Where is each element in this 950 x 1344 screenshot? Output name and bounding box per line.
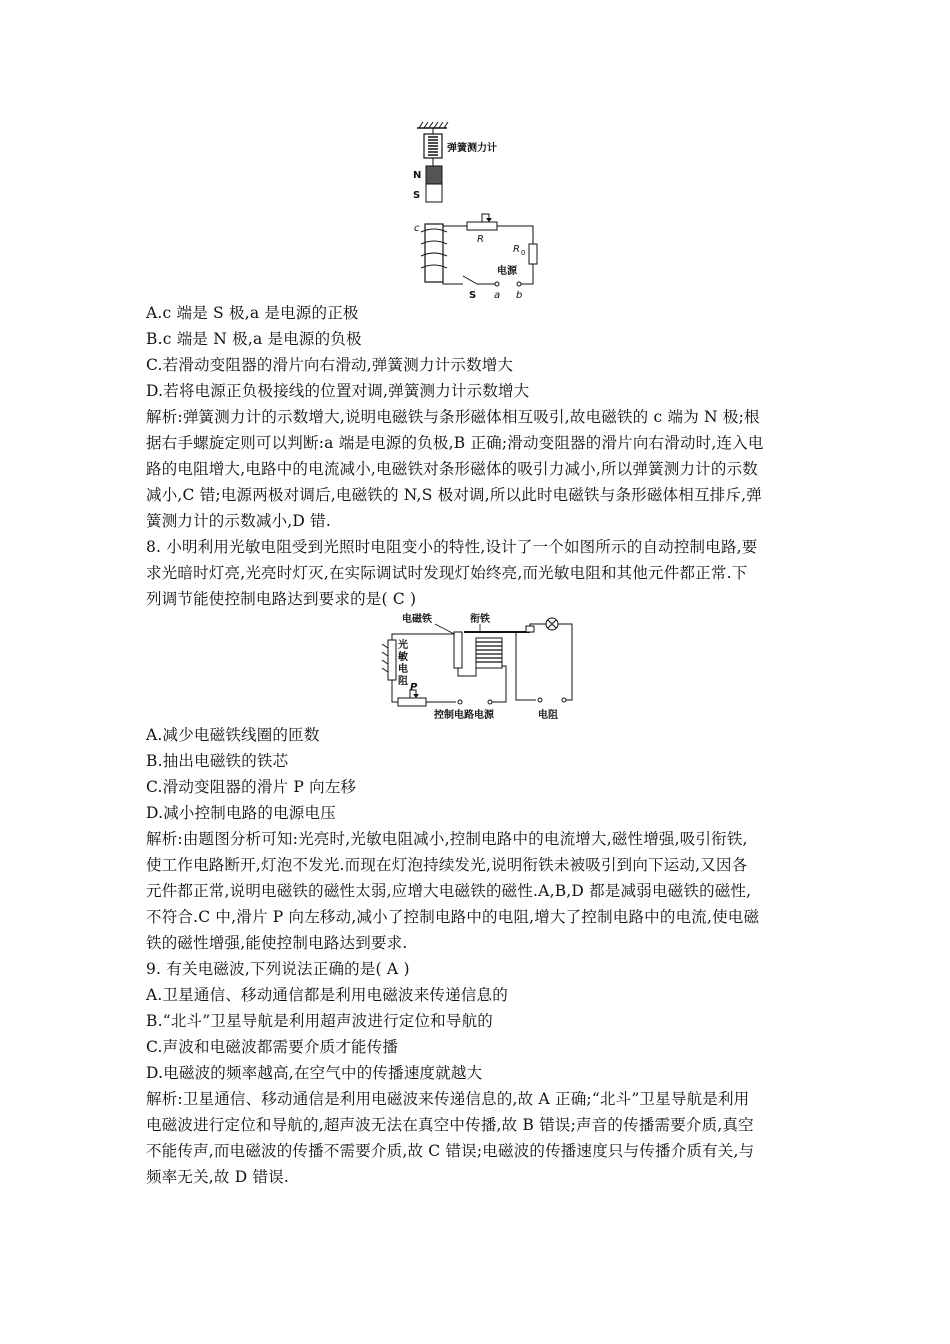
spring-scale-label: 弹簧测力计 <box>447 143 497 154</box>
q7-analysis-line: 据右手螺旋定则可以判断:a 端是电源的负极,B 正确;滑动变阻器的滑片向右滑动时,连入电 <box>146 434 764 452</box>
electromagnet-label: 电磁铁 <box>402 614 432 625</box>
q9-option-d: D.电磁波的频率越高,在空气中的传播速度就越大 <box>146 1064 483 1082</box>
q7-analysis-line: 解析:弹簧测力计的示数增大,说明电磁铁与条形磁体相互吸引,故电磁铁的 c 端为 N 极;根 <box>146 408 760 426</box>
label-b: b <box>516 290 523 301</box>
q7-option-a: A.c 端是 S 极,a 是电源的正极 <box>146 304 359 322</box>
figure-control-circuit <box>380 612 580 722</box>
photoresistor-label-2: 敏 <box>398 652 408 663</box>
label-r0-sub: 0 <box>521 249 526 257</box>
q8-analysis-line: 不符合.C 中,滑片 P 向左移动,减小了控制电路中的电阻,增大了控制电路中的电流,使电磁 <box>146 908 760 926</box>
q9-analysis-line: 不能传声,而电磁波的传播不需要介质,故 C 错误;电磁波的传播速度只与传播介质有关,与 <box>146 1142 755 1160</box>
q8-analysis-line: 使工作电路断开,灯泡不发光.而现在灯泡持续发光,说明衔铁未被吸引到向下运动,又因各 <box>146 856 748 874</box>
q7-option-c: C.若滑动变阻器的滑片向右滑动,弹簧测力计示数增大 <box>146 356 514 374</box>
figure-electromagnet-circuit <box>405 120 555 302</box>
q7-analysis-line: 路的电阻增大,电路中的电流减小,电磁铁对条形磁体的吸引力减小,所以弹簧测力计的示数 <box>146 460 758 478</box>
label-a: a <box>494 290 501 301</box>
q9-option-c: C.声波和电磁波都需要介质才能传播 <box>146 1038 399 1056</box>
circuit-diagram-2 <box>380 612 580 722</box>
armature-label: 衔铁 <box>470 614 490 625</box>
question-7-block <box>146 300 826 534</box>
q8-stem-line: 求光暗时灯亮,光亮时灯灭,在实际调试时发现灯始终亮,而光敏电阻和其他元件都正常.下 <box>146 564 748 582</box>
pole-s-label: S <box>413 190 421 201</box>
q7-option-d: D.若将电源正负极接线的位置对调,弹簧测力计示数增大 <box>146 382 530 400</box>
photoresistor-label-4: 阻 <box>398 676 408 687</box>
q9-option-a: A.卫星通信、移动通信都是利用电磁波来传递信息的 <box>146 986 508 1004</box>
q8-option-a: A.减少电磁铁线圈的匝数 <box>146 726 320 744</box>
q8-option-c: C.滑动变阻器的滑片 P 向左移 <box>146 778 357 796</box>
control-power-label: 控制电路电源 <box>434 710 494 721</box>
q9-analysis-line: 电磁波进行定位和导航的,超声波无法在真空中传播,故 B 错误;声音的传播需要介质,真空 <box>146 1116 754 1134</box>
resistor-label: 电阻 <box>538 710 558 721</box>
q9-analysis-line: 解析:卫星通信、移动通信是利用电磁波来传递信息的,故 A 正确;“北斗”卫星导航是利用 <box>146 1090 750 1108</box>
label-c: c <box>414 223 420 234</box>
label-r: R <box>477 234 484 245</box>
q8-analysis-line: 元件都正常,说明电磁铁的磁性太弱,应增大电磁铁的磁性.A,B,D 都是减弱电磁铁的磁性, <box>146 882 752 900</box>
photoresistor-label-3: 电 <box>398 664 408 675</box>
q8-option-b: B.抽出电磁铁的铁芯 <box>146 752 289 770</box>
q7-analysis-line: 减小,C 错;电源两极对调后,电磁铁的 N,S 极对调,所以此时电磁铁与条形磁体相互排斥,弹 <box>146 486 762 504</box>
q8-analysis-line: 铁的磁性增强,能使控制电路达到要求. <box>146 934 408 952</box>
photoresistor-label-1: 光 <box>398 640 408 651</box>
q9-stem: 9. 有关电磁波,下列说法正确的是( A ) <box>146 960 410 978</box>
label-p: P <box>410 682 418 693</box>
pole-n-label: N <box>413 170 422 181</box>
label-r0: R <box>513 244 520 255</box>
circuit-diagram-1 <box>405 120 555 302</box>
q7-analysis-line: 簧测力计的示数减小,D 错. <box>146 512 332 530</box>
question-8-block <box>146 722 826 1190</box>
q9-option-b: B.“北斗”卫星导航是利用超声波进行定位和导航的 <box>146 1012 493 1030</box>
question-8-stem <box>146 534 826 612</box>
q8-stem-line: 列调节能使控制电路达到要求的是( C ) <box>146 590 417 608</box>
q8-option-d: D.减小控制电路的电源电压 <box>146 804 336 822</box>
power-source-label: 电源 <box>497 266 517 277</box>
q8-analysis-line: 解析:由题图分析可知:光亮时,光敏电阻减小,控制电路中的电流增大,磁性增强,吸引衔铁, <box>146 830 748 848</box>
q7-option-b: B.c 端是 N 极,a 是电源的负极 <box>146 330 362 348</box>
q8-stem-line: 8. 小明利用光敏电阻受到光照时电阻变小的特性,设计了一个如图所示的自动控制电路,要 <box>146 538 758 556</box>
q9-analysis-line: 频率无关,故 D 错误. <box>146 1168 290 1186</box>
label-switch-s: S <box>469 290 477 301</box>
